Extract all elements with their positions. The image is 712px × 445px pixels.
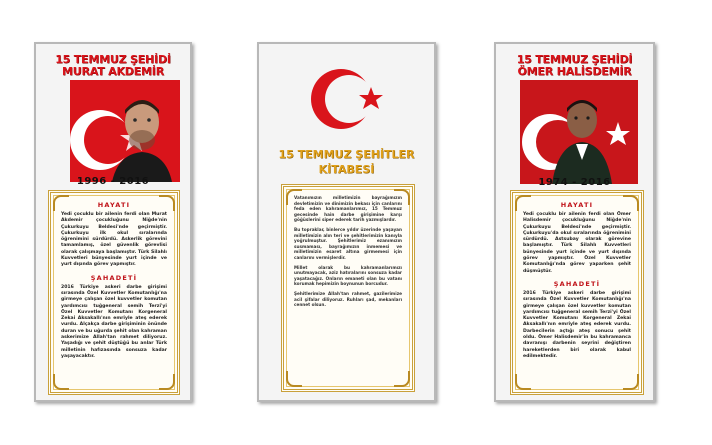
poster-omer-halisdemir <box>494 42 655 402</box>
kitabe-frame <box>281 184 415 392</box>
kitabe-paragraph: Bu topraklar, binlerce yıldır üzerinde yaşayan milletimizin alın teri ve şehitlerimizin kanıyla yoğrulmuştur. Şehitlerimiz ezanımızın susmaması, bayrağımızın inmemesi ve milletimizin esaret altına girmemesi için canlarını vermişlerdir. <box>294 226 402 260</box>
crescent-star-icon <box>305 64 391 134</box>
kitabe-paragraph: Millet olarak bu kahramanlarımızı unutmayacak, aziz hatıralarını sonsuza kadar yaşatacağız. Onların emaneti olan bu vatanı korumak hepimizin boynunun borcudur. <box>294 264 402 287</box>
hayati-heading: HAYATI <box>97 201 131 209</box>
biography-frame <box>48 190 180 395</box>
sahadeti-heading: ŞAHADETİ <box>553 279 601 288</box>
poster-title-line1: 15 TEMMUZ ŞEHİDİ <box>55 53 171 66</box>
biography-frame <box>510 190 644 395</box>
poster-title-line2: ÖMER HALİSDEMİR <box>517 65 632 78</box>
life-years: 1996 - 2016 <box>76 176 150 187</box>
sahadeti-text: 2016 Türkiye askeri darbe girişimi sırasında Özel Kuvvetler Komutanlığı'na girmeye çalışan özel kuvvetler komutan yardımcısı tuğgeneral semih Terzi'yi Özel Kuvvetler Komutanı Korgeneral Zekai Aksakallı'nın emriyle ateş ederek vurdu. Darbecilerin açtığı ateş sonucu şehit oldu. Ömer Halisdemir'in bu kahramanca davranışı darbenin seyrini değiştiren hareketlerden biri olarak kabul edilmektedir. <box>523 290 631 359</box>
life-years: 1974 - 2016 <box>538 177 611 188</box>
sahadeti-heading: ŞAHADETİ <box>90 273 138 282</box>
flag-portrait-illustration <box>520 80 638 184</box>
portrait-photo <box>520 80 638 184</box>
hayati-text: Yedi çocuklu bir ailenin ferdi olan Ömer Halisdemir çocukluğunu Niğde'nin Çukurkuyu Beldesi'nde geçirmiştir. Çukurkuyu'da okul sıralarında öğrenimini sürdürdü. Astsubay olarak görevine başlamıştır. Türk Silahlı Kuvvetleri bünyesinde yurt içinde ve yurt dışında görev yapmıştır. Özel Kuvvetler Komutanlığı'nda görev yaparken şehit düşmüştür. <box>523 212 631 274</box>
flag-portrait-illustration <box>70 80 180 182</box>
poster-murat-akdemir <box>34 42 192 402</box>
hayati-text: Yedi çocuklu bir ailenin ferdi olan Murat Akdemir çocukluğunu Niğde'nin Çukurkuyu Beldesi'nde geçirmiştir. Çukurkuyu ilk okul sıralarında öğrenimini sürdürdü. Askerlik görevini tamamlamış, özel güvenlik görevlisi olarak çalışmaya başlamıştır. Türk Silahlı Kuvvetleri bünyesinde yurt içinde ve yurt dışında görev yapmıştır. <box>61 212 167 268</box>
kitabe-paragraph: Şehitlerimize Allah'tan rahmet, gazilerimize acil şifalar diliyoruz. Ruhları şad, mekanları cennet olsun. <box>294 290 402 308</box>
kitabe-paragraph: Vatanımızın milletimizin bayrağımızın devletimizin ve dinimizin bekası için canlarını feda eden kahramanlarımız, 15 Temmuz gecesinde hain darbe girişimine karşı göğüslerini siper ederek tarih yazmışlardır. <box>294 195 402 223</box>
poster-title-line1: 15 TEMMUZ ŞEHİDİ <box>516 53 633 66</box>
kitabe-title-line2: KİTABESİ <box>318 163 375 176</box>
hayati-heading: HAYATI <box>560 201 594 209</box>
portrait-photo <box>70 80 180 182</box>
poster-sehitler-kitabesi <box>257 42 436 402</box>
kitabe-title-line1: 15 TEMMUZ ŞEHİTLER <box>278 148 415 161</box>
sahadeti-text: 2016 Türkiye askeri darbe girişimi sırasında Özel Kuvvetler Komutanlığı'na girmeye çalışan özel kuvvetler komutan yardımcısı tuğgeneral semih Terzi'yi Özel Kuvvetler Komutanı Korgeneral Zekai Aksakallı'nın emriyle ateş ederek vurdu. Alçakça darbe girişiminin önünde duran ve bu uğurda şehit olan kahraman askerimize Allah'tan rahmet diliyoruz. Yaşadığı ve şehit düştüğü bu anlar Türk milletinin hafızasında sonsuza kadar yaşayacaktır. <box>61 284 167 359</box>
poster-title-line2: MURAT AKDEMİR <box>62 65 164 78</box>
